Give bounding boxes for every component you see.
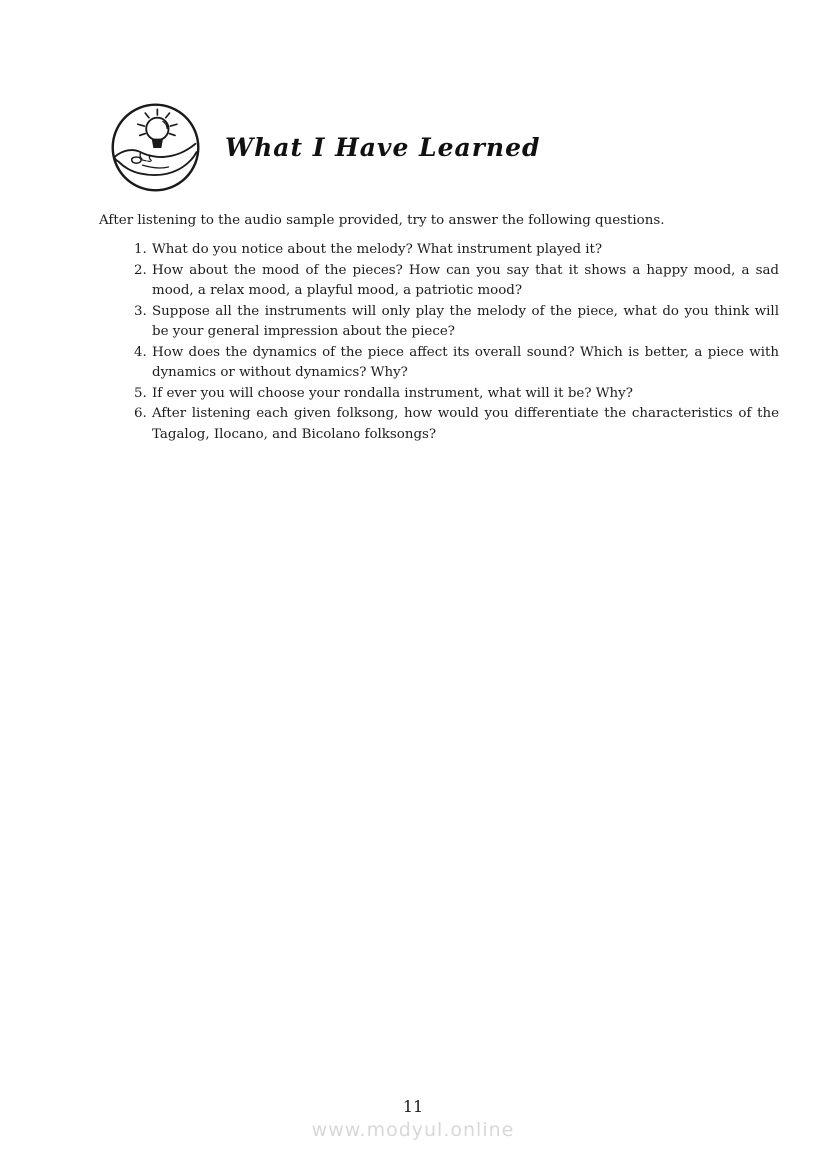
questions-list (99, 240, 779, 445)
question-item-1: 1. What do you notice about the melody? What instrument played it? (151, 240, 779, 261)
page-number: 11 (402, 1097, 424, 1116)
question-item-4: 4. How does the dynamics of the piece affect its overall sound? Which is better, a piece with dynamics or without dynamics? Why? (151, 343, 779, 384)
lightbulb-in-hand-icon (109, 101, 202, 194)
watermark: www.modyul.online (311, 1119, 515, 1141)
section-title: What I Have Learned (225, 133, 541, 162)
question-item-2: 2. How about the mood of the pieces? How can you say that it shows a happy mood, a sad mood, a relax mood, a playful mood, a patriotic mood? (151, 261, 779, 302)
question-item-5: 5. If ever you will choose your rondalla instrument, what will it be? Why? (151, 384, 779, 405)
question-item-6: 6. After listening each given folksong, how would you differentiate the characteristics of the Tagalog, Ilocano, and Bicolano folksongs? (151, 404, 779, 445)
intro-paragraph: After listening to the audio sample provided, try to answer the following questions. (99, 213, 665, 228)
question-item-3: 3. Suppose all the instruments will only play the melody of the piece, what do you think will be your general impression about the piece? (151, 302, 779, 343)
